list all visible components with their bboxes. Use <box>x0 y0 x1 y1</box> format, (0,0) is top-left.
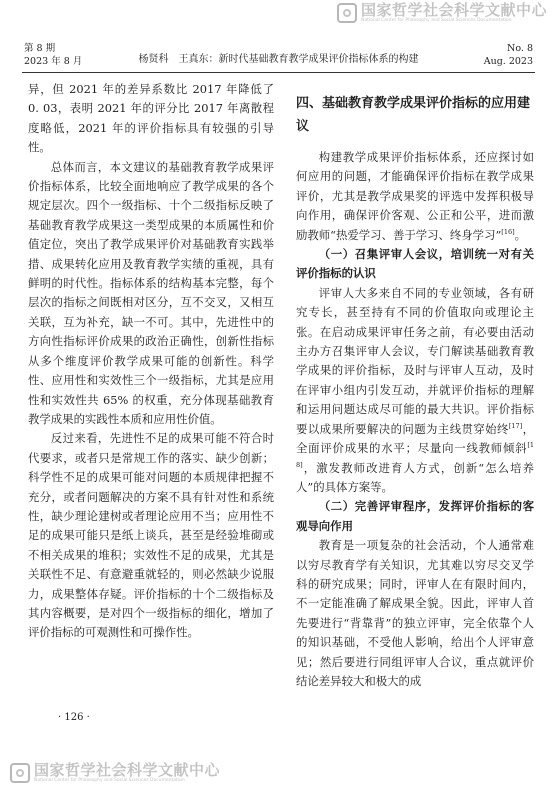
watermark-name-en: National Center for Philosophy and Social Sciences Documentation <box>34 777 185 783</box>
paragraph-converse: 反过来看，先进性不足的成果可能不符合时代要求，或者只是常规工作的落实、缺少创新；科学性不足的成果可能对问题的本质规律把握不充分，或者问题解决的方案不具有针对性和系统性，缺少理论建树或者理论应用不当；应用性不足的成果可能只是纸上谈兵，甚至是经验堆砌或不相关成果的堆积；实效性不足的成果，尤其是关联性不足、有意避重就轻的，则必然缺少说服力，成果整体存疑。评价指标的十个二级指标及其内容概要，是对四个一级指标的细化，增加了评价指标的可观测性和可操作性。 <box>28 431 274 640</box>
date-cn: 2023 年 8 月 <box>24 56 83 67</box>
paragraph-sub2: 教育是一项复杂的社会活动，个人通常难以穷尽教育学有关知识，尤其难以穷尽交叉学科的研究成果；同时，评审人在有限时间内，不一定能准确了解成果全貌。因此，评审人首先要进行“背靠背”的独立评审，完全依靠个人的知识基础，不受他人影响，给出个人评审意见；然后要进行同组评审人合议，重点就评价结论差异较大和极大的成 <box>296 538 534 688</box>
watermark-top <box>337 3 547 24</box>
paragraph-intro: 构建教学成果评价指标体系，还应探讨如何应用的问题，才能确保评价指标在教学成果评价，尤其是教学成果奖的评选中发挥积极导向作用，确保评价客观、公正和公平，进而激励教师“热爱学习、善于学习、终身学习”[16]。 <box>296 150 534 242</box>
paragraph-sub1: 评审人大多来自不同的专业领域，各有研究专长，甚至持有不同的价值取向或理论主张。在启动成果评审任务之前，有必要由活动主办方召集评审人会议，专门解读基础教育教学成果的评价指标，及时与评审人互动，及时在评审小组内引发互动，并就评价指标的理解和运用问题达成尽可能的最大共识。评价指标要以成果所要解决的问题为主线贯穿始终[17]，全面评价成果的水平；尽量向一线教师倾斜[18]，激发教师改进育人方式，创新“怎么培养人”的具体方案等。 <box>296 285 534 494</box>
watermark-bottom <box>10 760 221 784</box>
citation-ref: [16] <box>501 227 515 236</box>
citation-ref: [18] <box>296 441 534 469</box>
left-column <box>28 80 274 643</box>
date-en: Aug. 2023 <box>483 56 533 67</box>
citation-ref: [17] <box>508 421 523 430</box>
subsection-title-2: （二）完善评审程序，发挥评价指标的客观导向作用 <box>296 499 534 533</box>
subsection-title-1: （一）召集评审人会议，培训统一对有关评价指标的认识 <box>296 247 534 281</box>
section-title: 四、基础教育教学成果评价指标的应用建议 <box>296 96 531 134</box>
running-header <box>22 42 535 73</box>
ncpssd-logo-icon <box>337 3 357 23</box>
running-title: 杨贤科 王真东：新时代基础教育教学成果评价指标体系的构建 <box>138 54 419 65</box>
ncpssd-logo-icon <box>10 763 30 783</box>
page-number: · 126 · <box>58 712 90 723</box>
watermark-name-en: National Center for Philosophy and Social Sciences Documentation <box>360 18 512 23</box>
issue-cn: 第 8 期 <box>24 43 56 54</box>
paragraph-continued: 异，但 2021 年的差异系数比 2017 年降低了 0. 03，表明 2021 年的评分比 2017 年离散程度略低，2021 年的评价指标具有较强的引导性。 <box>28 82 274 155</box>
watermark-name-cn: 国家哲学社会科学文献中心 <box>34 760 221 779</box>
paragraph-summary: 总体而言，本文建议的基础教育教学成果评价指标体系，比较全面地响应了教学成果的各个规定层次。四个一级指标、十个二级指标反映了基础教育教学成果这一类型成果的本质属性和价值定位，突出了教学成果评价对基础教育实践举措、成果转化应用及教育教学实绩的重视，具有鲜明的时代性。指标体系的结构基本完整，每个层次的指标之间既相对区分，互不交叉，又相互关联，互为补充，缺一不可。其中，先进性中的方向性指标评价成果的政治正确性，创新性指标从多个维度评价教学成果可能的创新性。科学性、应用性和实效性三个一级指标，尤其是应用性和实效性共 65% 的权重，充分体现基础教育教学成果的实践性本质和应用性价值。 <box>28 159 274 426</box>
watermark-name-cn: 国家哲学社会科学文献中心 <box>360 1 547 19</box>
issue-en: No. 8 <box>507 43 533 54</box>
right-column <box>296 80 534 691</box>
